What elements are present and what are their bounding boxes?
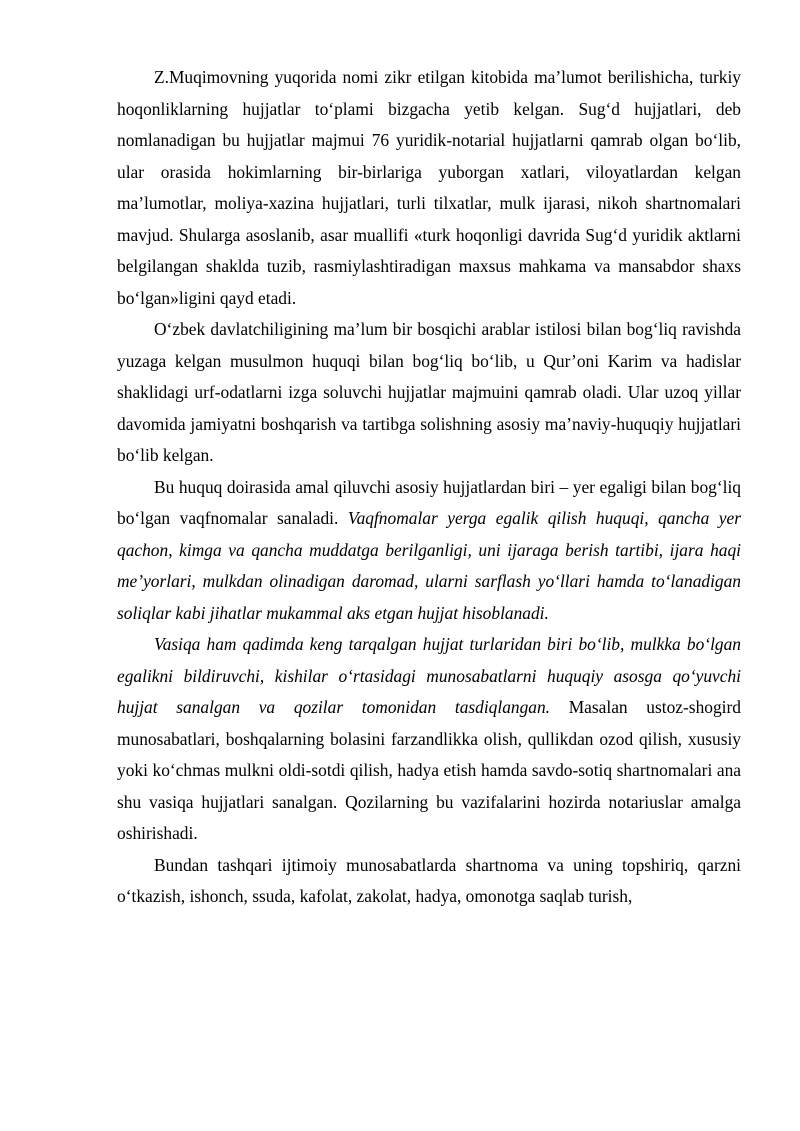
paragraph-text: Bundan tashqari ijtimoiy munosabatlarda shartnoma va uning topshiriq, qarzni o‘tkazish, ishonch, ssuda, kafolat, zakolat, hadya, omonotga saqlab turish, [117, 854, 741, 906]
paragraph-text: Masalan ustoz-shogird munosabatlari, boshqalarning bolasini farzandlikka olish, qullikdan ozod qilish, xususiy yoki ko‘chmas mulkni oldi-sotdi qilish, hadya etish hamda savdo-sotiq shartnomalari ana shu vasiqa hujjatlari sanalgan. Qozilarning bu vazifalarini hozirda notariuslar amalga oshirishadi. [117, 697, 741, 843]
paragraph-text: O‘zbek davlatchiligining ma’lum bir bosqichi arablar istilosi bilan bog‘liq ravishda yuzaga kelgan musulmon huquqi bilan bog‘liq bo‘lib, u Qur’oni Karim va hadislar shaklidagi urf-odatlarni izga soluvchi hujjatlar majmuini qamrab oladi. Ular uzoq yillar davomida jamiyatni boshqarish va tartibga solishning asosiy ma’naviy-huquqiy hujjatlari bo‘lib kelgan. [117, 319, 741, 465]
paragraph-muslim-law [117, 314, 741, 472]
paragraph-text: Bu huquq doirasida amal qiluvchi asosiy hujjatlardan biri – yer egaligi bilan bog‘liq bo‘lgan vaqfnomalar sanaladi. [117, 476, 741, 528]
paragraph-italic-text: Vasiqa ham qadimda keng tarqalgan hujjat turlaridan biri bo‘lib, mulkka bo‘lgan egalikni bildiruvchi, kishilar o‘rtasidagi munosabatlarni huquqiy asosga qo‘yuvchi hujjat sanalgan va qozilar tomonidan tasdiqlangan. [117, 634, 741, 717]
paragraph-text: Z.Muqimovning yuqorida nomi zikr etilgan kitobida ma’lumot berilishicha, turkiy hoqonliklarning hujjatlar to‘plami bizgacha yetib kelgan. Sug‘d hujjatlari, deb nomlanadigan bu hujjatlar majmui 76 yuridik-notarial hujjatlarni qamrab olgan bo‘lib, ular orasida hokimlarning bir-birlariga yuborgan xatlari, viloyatlardan kelgan ma’lumotlar, moliya-xazina hujjatlari, turli tilxatlar, mulk ijarasi, nikoh shartnomalari mavjud. Shularga asoslanib, asar muallifi «turk hoqonligi davrida Sug‘d yuridik aktlarni belgilangan shaklda tuzib, rasmiylashtiradigan maxsus mahkama va mansabdor shaxs bo‘lgan»ligini qayd etadi. [117, 67, 741, 308]
paragraph-vasiqa [117, 629, 741, 850]
paragraph-contracts [117, 850, 741, 913]
paragraph-italic-text: Vaqfnomalar yerga egalik qilish huquqi, qancha yer qachon, kimga va qancha muddatga berilganligi, uni ijaraga berish tartibi, ijara haqi me’yorlari, mulkdan olinadigan daromad, ularni sarflash yo‘llari hamda to‘lanadigan soliqlar kabi jihatlar mukammal aks etgan hujjat hisoblanadi. [117, 508, 741, 623]
paragraph-vaqfnoma [117, 472, 741, 630]
document-page [117, 62, 741, 913]
paragraph-sugd-documents [117, 62, 741, 314]
